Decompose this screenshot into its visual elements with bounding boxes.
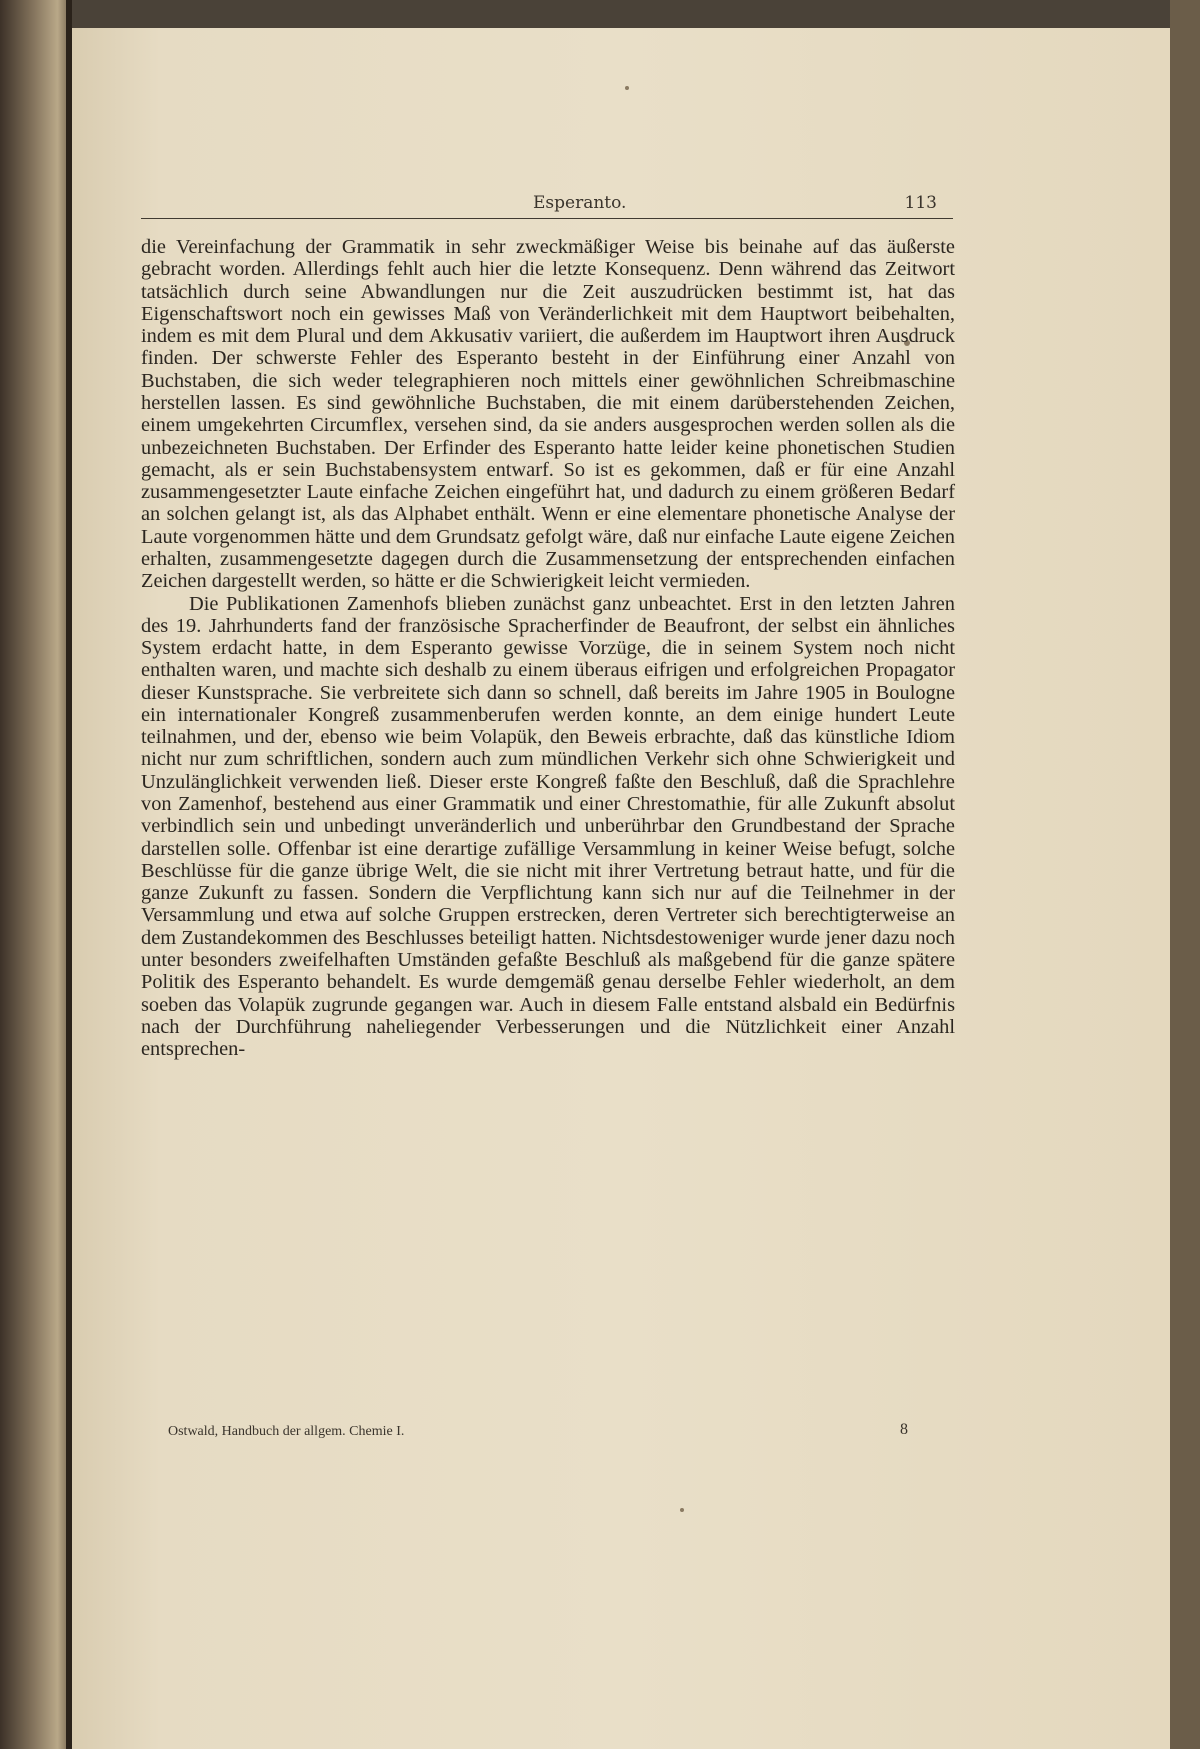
signature-number: 8: [900, 1421, 908, 1438]
signature-footer: [168, 1421, 908, 1446]
running-header: [141, 193, 955, 217]
paper-speck: [625, 86, 629, 90]
running-title: Esperanto.: [533, 193, 627, 213]
page-number: 113: [904, 193, 937, 213]
right-background: [1170, 0, 1200, 1749]
paper-speck: [680, 1508, 684, 1512]
paragraph: Die Publikationen Zamenhofs blieben zunächst ganz unbeachtet. Erst in den letzten Jahren des 19. Jahrhunderts fand der französische Spracherfinder de Beaufront, der selbst ein ähnliches System erdacht hatte, in dem Esperanto gewisse Vorzüge, die in seinem System noch nicht enthalten waren, und machte sich deshalb zu einem überaus eifrigen und erfolgreichen Propagator dieser Kunstsprache. Sie verbreitete sich dann so schnell, daß bereits im Jahre 1905 in Boulogne ein internationaler Kongreß zusammenberufen werden konnte, an dem einige hundert Leute teilnahmen, und der, ebenso wie beim Volapük, den Beweis erbrachte, daß das künstliche Idiom nicht nur zum schriftlichen, sondern auch zum mündlichen Verkehr sich ohne Schwierigkeit und Unzulänglichkeit verwenden ließ. Dieser erste Kongreß faßte den Beschluß, daß die Sprachlehre von Zamenhof, bestehend aus einer Grammatik und einer Chrestomathie, für alle Zukunft absolut verbindlich sein und unbedingt unveränderlich und unberührbar den Grundbestand der Sprache darstellen solle. Offenbar ist eine derartige zufällige Versammlung in keiner Weise befugt, solche Beschlüsse für die ganze übrige Welt, die sie nicht mit ihrer Vertretung betraut hatte, und für die ganze Zukunft zu fassen. Sondern die Verpflichtung kann sich nur auf die Teilnehmer in der Versammlung und etwa auf solche Gruppen erstrecken, deren Vertreter sich berechtigterweise an dem Zustandekommen des Beschlusses beteiligt hatten. Nichtsdestoweniger wurde jener dazu noch unter besonders zweifelhaften Umständen gefaßte Beschluß als maßgebend für die ganze spätere Politik des Esperanto behandelt. Es wurde demgemäß genau derselbe Fehler wiederholt, an dem soeben das Volapük zugrunde gegangen war. Auch in diesem Falle entstand alsbald ein Bedürfnis nach der Durchführung naheliegender Verbesserungen und die Nützlichkeit einer Anzahl entsprechen-: [141, 592, 955, 1061]
left-page-edge: [0, 0, 72, 1749]
signature-line: Ostwald, Handbuch der allgem. Chemie I.: [168, 1424, 405, 1439]
paragraph: die Vereinfachung der Grammatik in sehr zweckmäßiger Weise bis beinahe auf das äußerste gebracht worden. Allerdings fehlt auch hier die letzte Konsequenz. Denn während das Zeitwort tatsächlich durch seine Abwandlungen nur die Zeit auszudrücken bestimmt ist, hat das Eigenschaftswort noch ein gewisses Maß von Veränderlichkeit mit dem Hauptwort beibehalten, indem es mit dem Plural und dem Akkusativ variiert, die außerdem im Hauptwort ihren Ausdruck finden. Der schwerste Fehler des Esperanto besteht in der Einführung einer Anzahl von Buchstaben, die sich weder telegraphieren noch mittels einer gewöhnlichen Schreibmaschine herstellen lassen. Es sind gewöhnliche Buchstaben, die mit einem darüberstehenden Zeichen, einem umgekehrten Circumflex, versehen sind, da sie anders ausgesprochen werden sollen als die unbezeichneten Buchstaben. Der Erfinder des Esperanto hatte leider keine phonetischen Studien gemacht, als er sein Buchstabensystem entwarf. So ist es gekommen, daß er für eine Anzahl zusammengesetzter Laute einfache Zeichen eingeführt hat, und dadurch zu einem größeren Bedarf an solchen gelangt ist, als das Alphabet enthält. Wenn er eine elementare phonetische Analyse der Laute vorgenommen hätte und dem Grundsatz gefolgt wäre, daß nur einfache Laute eigene Zeichen erhalten, zusammengesetzte dagegen durch die Zusammensetzung der entsprechenden einfachen Zeichen dargestellt werden, so hätte er die Schwierigkeit leicht vermieden.: [141, 236, 955, 593]
body-text: [141, 236, 955, 1060]
header-rule: [141, 218, 953, 219]
